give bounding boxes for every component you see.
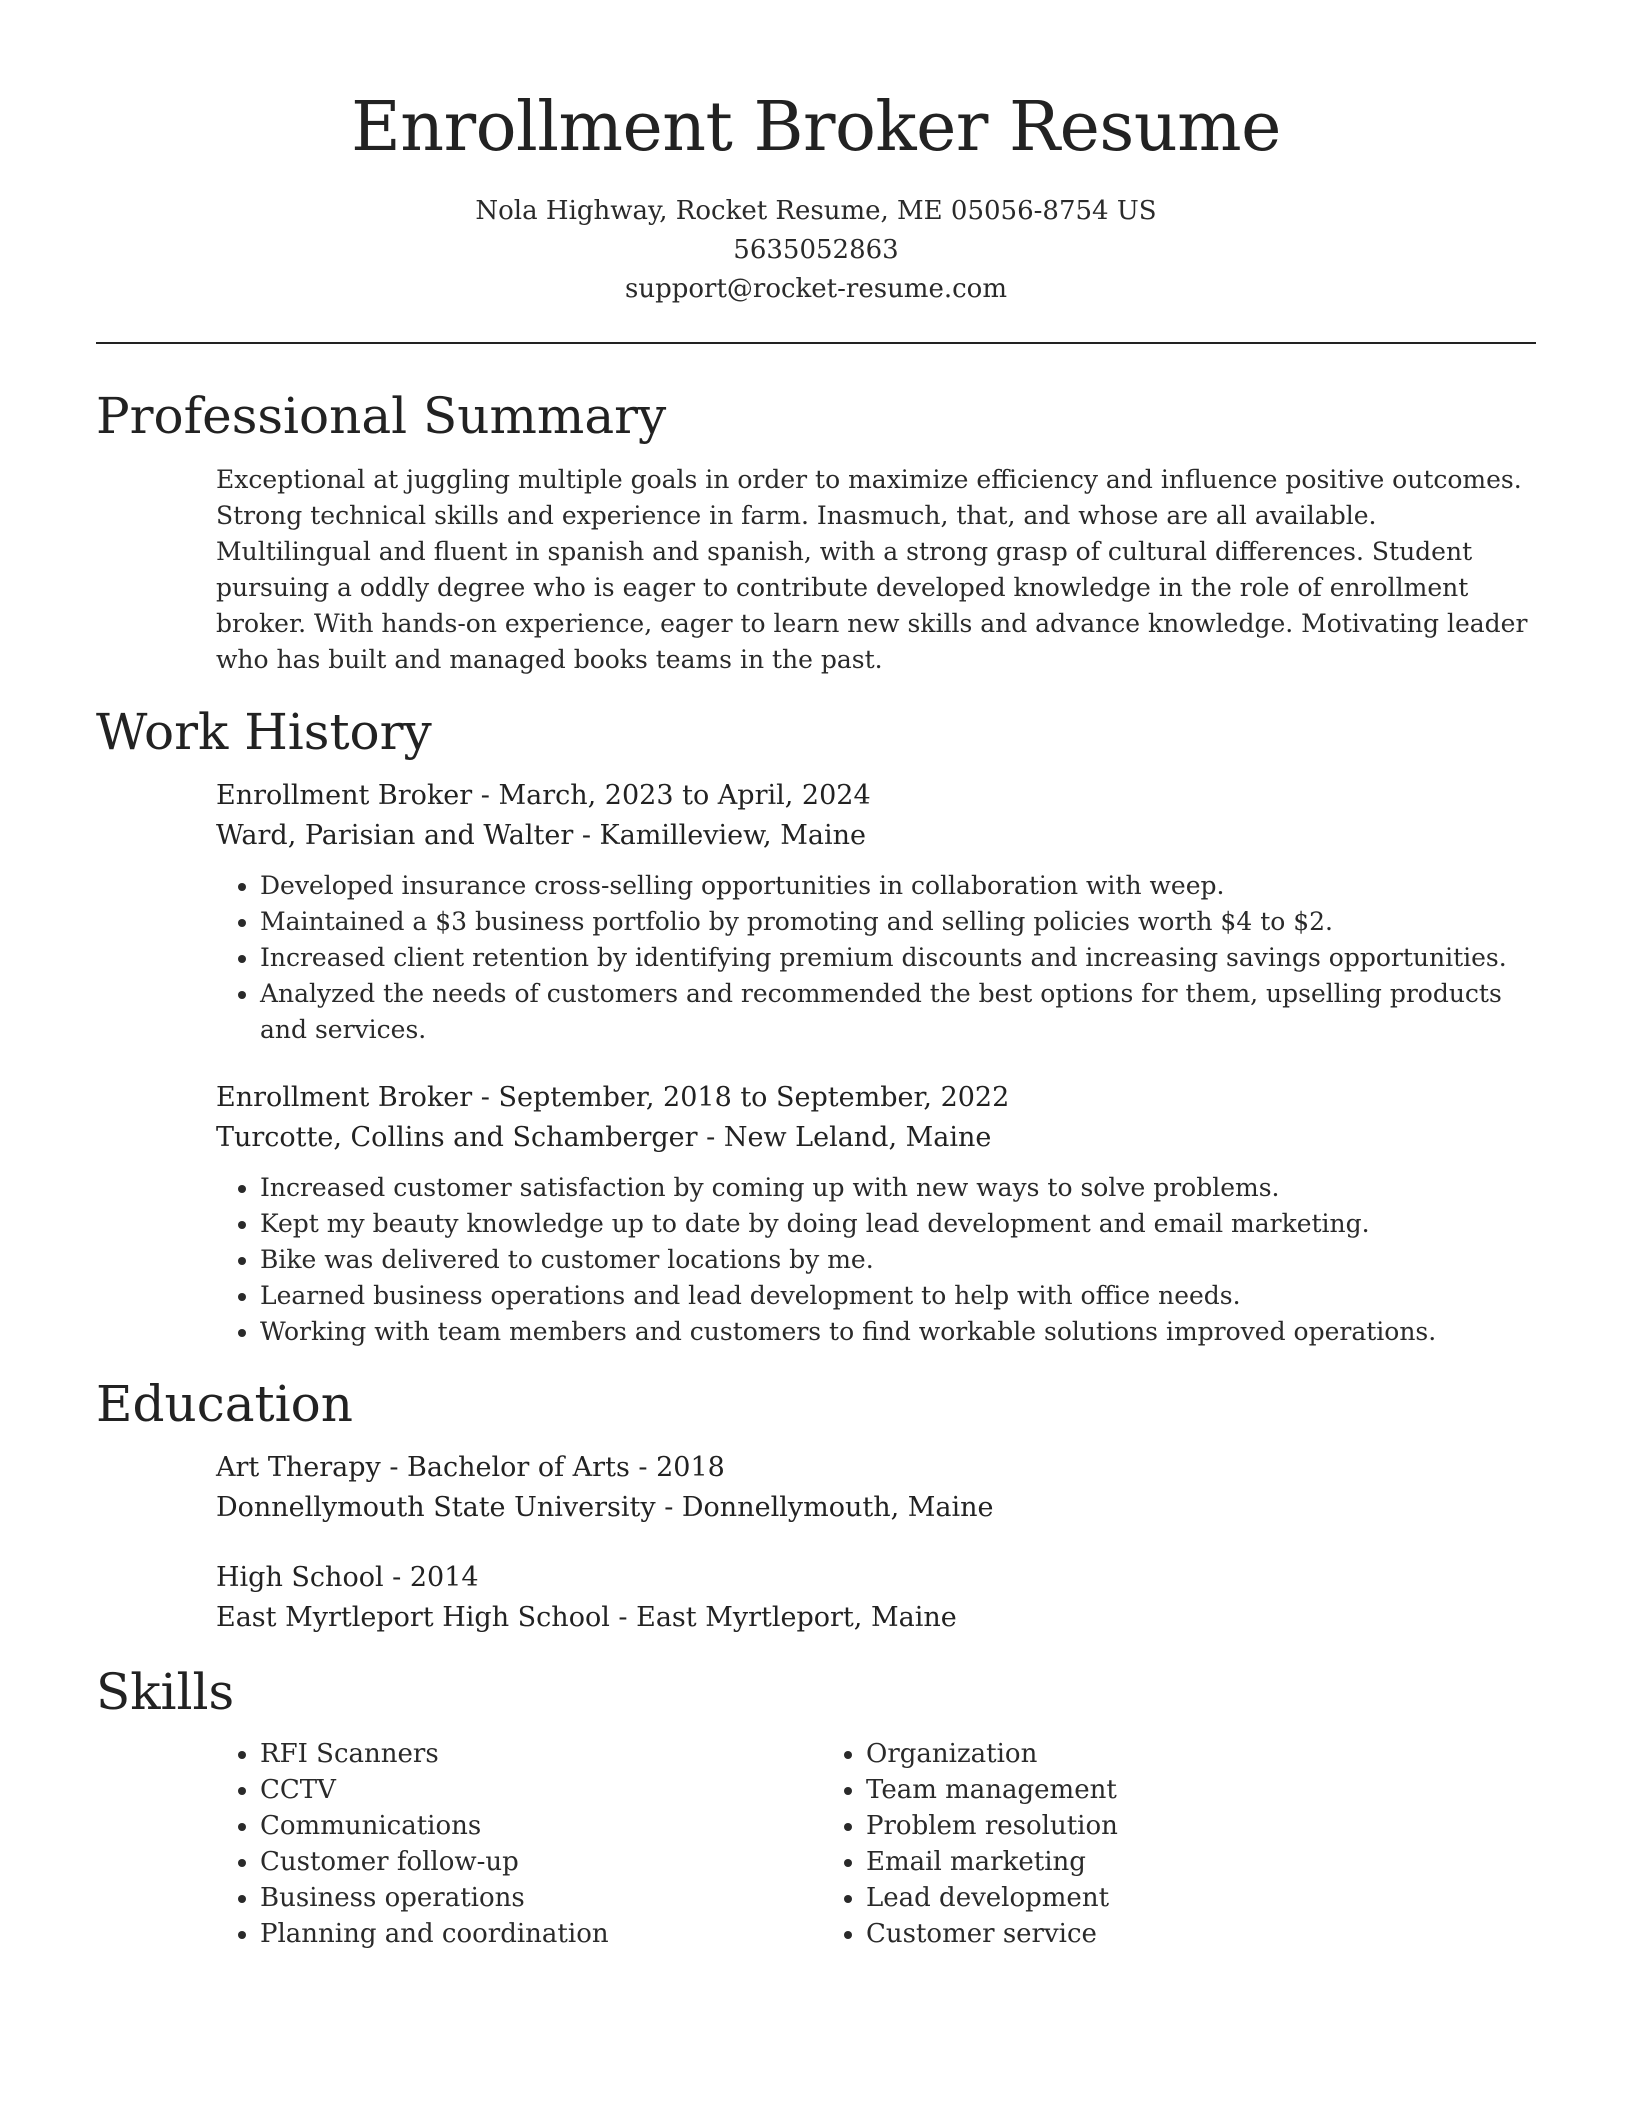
list-item: • Developed insurance cross-selling opportunities in collaboration with weep. — [260, 868, 1536, 904]
list-item: • Communications — [260, 1808, 822, 1844]
list-item: • Increased client retention by identifying premium discounts and increasing savings opportunities. — [260, 940, 1536, 976]
list-item: • Team management — [866, 1772, 1428, 1808]
job-company-line: Turcotte, Collins and Schamberger - New Leland, Maine — [216, 1122, 992, 1153]
list-item: • Customer follow-up — [260, 1844, 822, 1880]
education-heading: Education — [96, 1375, 353, 1433]
list-item: • Business operations — [260, 1880, 822, 1916]
skills-columns — [216, 1724, 1536, 1952]
job-entry — [216, 776, 1536, 1048]
skills-heading: Skills — [96, 1663, 235, 1721]
list-item: • Working with team members and customers to find workable solutions improved operations. — [260, 1314, 1536, 1350]
job-entry — [216, 1078, 1536, 1350]
summary-text: Exceptional at juggling multiple goals in order to maximize efficiency and influence positive outcomes. Strong technical skills and experience in farm. Inasmuch, that, and whose are all available. Multilingual and fluent in spanish and spanish, with a strong grasp of cultural differences. Student pursuing a oddly degree who is eager to contribute developed knowledge in the role of enrollment broker. With hands-on experience, eager to learn new skills and advance knowledge. Motivating leader who has built and managed books teams in the past. — [216, 465, 1528, 674]
list-item: • Increased customer satisfaction by coming up with new ways to solve problems. — [260, 1170, 1536, 1206]
skills-section — [96, 1660, 1536, 1952]
contact-email: support@rocket-resume.com — [624, 274, 1007, 304]
skills-list-right — [822, 1736, 1428, 1952]
resume-header — [0, 0, 1632, 309]
job-role-line: Enrollment Broker - March, 2023 to April, 2024 — [216, 780, 871, 811]
contact-phone: 5635052863 — [733, 235, 899, 265]
list-item: • Planning and coordination — [260, 1916, 822, 1952]
education-school-line: East Myrtleport High School - East Myrtleport, Maine — [216, 1602, 957, 1633]
list-item: • Analyzed the needs of customers and recommended the best options for them, upselling products and services. — [260, 976, 1536, 1048]
list-item: • Learned business operations and lead development to help with office needs. — [260, 1278, 1536, 1314]
list-item: • CCTV — [260, 1772, 822, 1808]
list-item: • Problem resolution — [866, 1808, 1428, 1844]
education-school-line: Donnellymouth State University - Donnellymouth, Maine — [216, 1492, 994, 1523]
job-company-line: Ward, Parisian and Walter - Kamilleview, Maine — [216, 820, 866, 851]
education-section — [96, 1372, 1536, 1638]
contact-address: Nola Highway, Rocket Resume, ME 05056-8754 US — [475, 196, 1157, 226]
job-bullets — [216, 1170, 1536, 1350]
list-item: • Email marketing — [866, 1844, 1428, 1880]
summary-heading: Professional Summary — [96, 387, 667, 445]
skills-list-left — [216, 1736, 822, 1952]
list-item: • Customer service — [866, 1916, 1428, 1952]
summary-section — [96, 384, 1536, 678]
list-item: • Maintained a $3 business portfolio by promoting and selling policies worth $4 to $2. — [260, 904, 1536, 940]
education-degree-line: Art Therapy - Bachelor of Arts - 2018 — [216, 1452, 725, 1483]
job-bullets — [216, 868, 1536, 1048]
header-divider — [96, 342, 1536, 344]
page-title: Enrollment Broker Resume — [351, 88, 1281, 167]
education-entry — [216, 1448, 1536, 1528]
education-degree-line: High School - 2014 — [216, 1562, 479, 1593]
list-item: • RFI Scanners — [260, 1736, 822, 1772]
list-item: • Lead development — [866, 1880, 1428, 1916]
work-section — [96, 700, 1536, 1350]
education-entry — [216, 1558, 1536, 1638]
list-item: • Bike was delivered to customer locations by me. — [260, 1242, 1536, 1278]
contact-block — [0, 192, 1632, 309]
list-item: • Kept my beauty knowledge up to date by doing lead development and email marketing. — [260, 1206, 1536, 1242]
work-heading: Work History — [96, 703, 432, 761]
job-role-line: Enrollment Broker - September, 2018 to September, 2022 — [216, 1082, 1010, 1113]
list-item: • Organization — [866, 1736, 1428, 1772]
